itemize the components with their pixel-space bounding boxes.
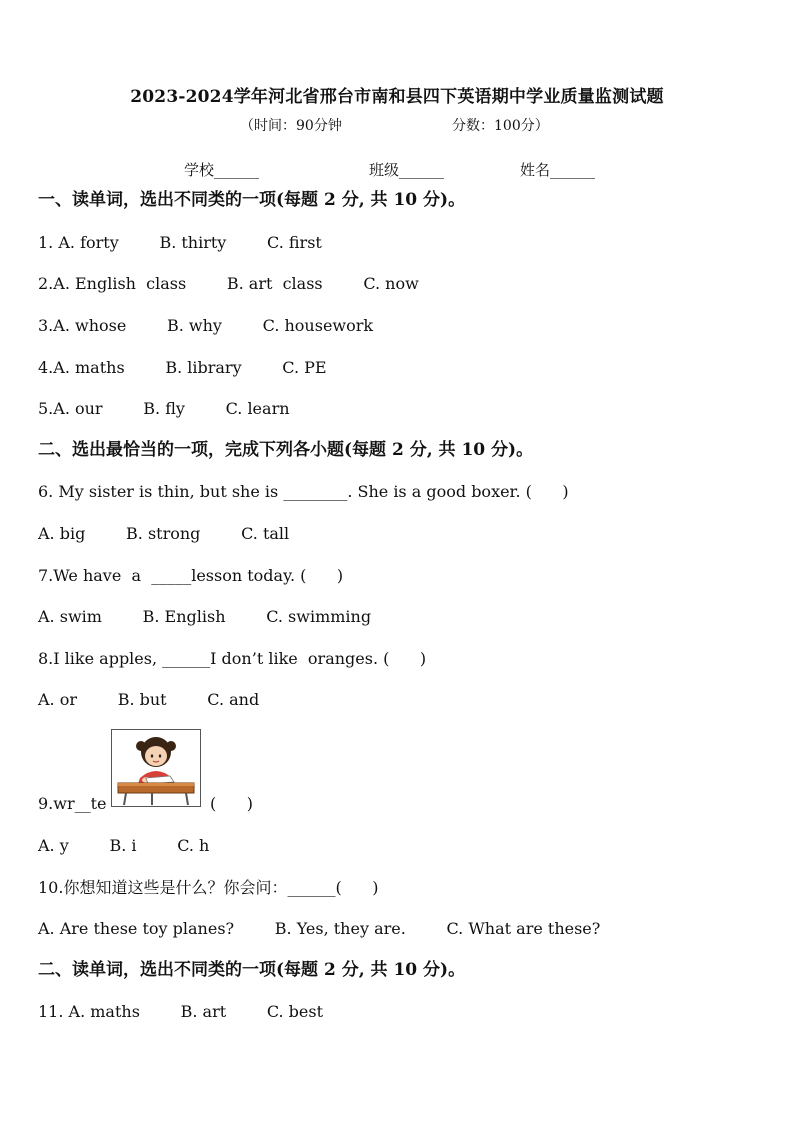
girl-writing-picture	[111, 729, 201, 807]
school-field: 学校______	[184, 161, 260, 179]
section-1-heading: 一、读单词，选出不同类的一项(每题 2 分, 共 10 分)。	[38, 190, 466, 210]
question-10: 10.你想知道这些是什么？你会问：______( )	[38, 878, 379, 897]
question-8-options: A. or B. but C. and	[38, 690, 260, 709]
exam-title: 2023-2024学年河北省邢台市南和县四下英语期中学业质量监测试题	[130, 87, 664, 107]
question-3: 3.A. whose B. why C. housework	[38, 316, 374, 335]
question-11: 11. A. maths B. art C. best	[38, 1002, 324, 1021]
section-2-heading: 二、选出最恰当的一项，完成下列各小题(每题 2 分, 共 10 分)。	[38, 440, 534, 460]
question-7: 7.We have a _____lesson today. ( )	[38, 566, 344, 585]
question-5: 5.A. our B. fly C. learn	[38, 399, 290, 418]
question-4: 4.A. maths B. library C. PE	[38, 358, 327, 377]
name-field: 姓名______	[520, 161, 596, 179]
question-6-options: A. big B. strong C. tall	[38, 524, 290, 543]
exam-score: 分数：100分）	[452, 118, 549, 134]
question-7-options: A. swim B. English C. swimming	[38, 607, 372, 626]
section-3-heading: 二、读单词，选出不同类的一项(每题 2 分, 共 10 分)。	[38, 960, 466, 980]
question-9-word: 9.wr__te	[38, 794, 107, 813]
exam-time: （时间：90分钟	[240, 118, 342, 134]
question-1: 1. A. forty B. thirty C. first	[38, 233, 322, 252]
question-6: 6. My sister is thin, but she is ________. She is a good boxer. ( )	[38, 482, 569, 501]
question-9-answer-blank: ( )	[210, 794, 253, 813]
question-8: 8.I like apples, ______I don’t like oranges. ( )	[38, 649, 427, 668]
question-9-options: A. y B. i C. h	[38, 836, 210, 855]
question-2: 2.A. English class B. art class C. now	[38, 274, 419, 293]
class-field: 班级______	[369, 161, 445, 179]
question-10-options: A. Are these toy planes? B. Yes, they are. C. What are these?	[38, 919, 601, 938]
